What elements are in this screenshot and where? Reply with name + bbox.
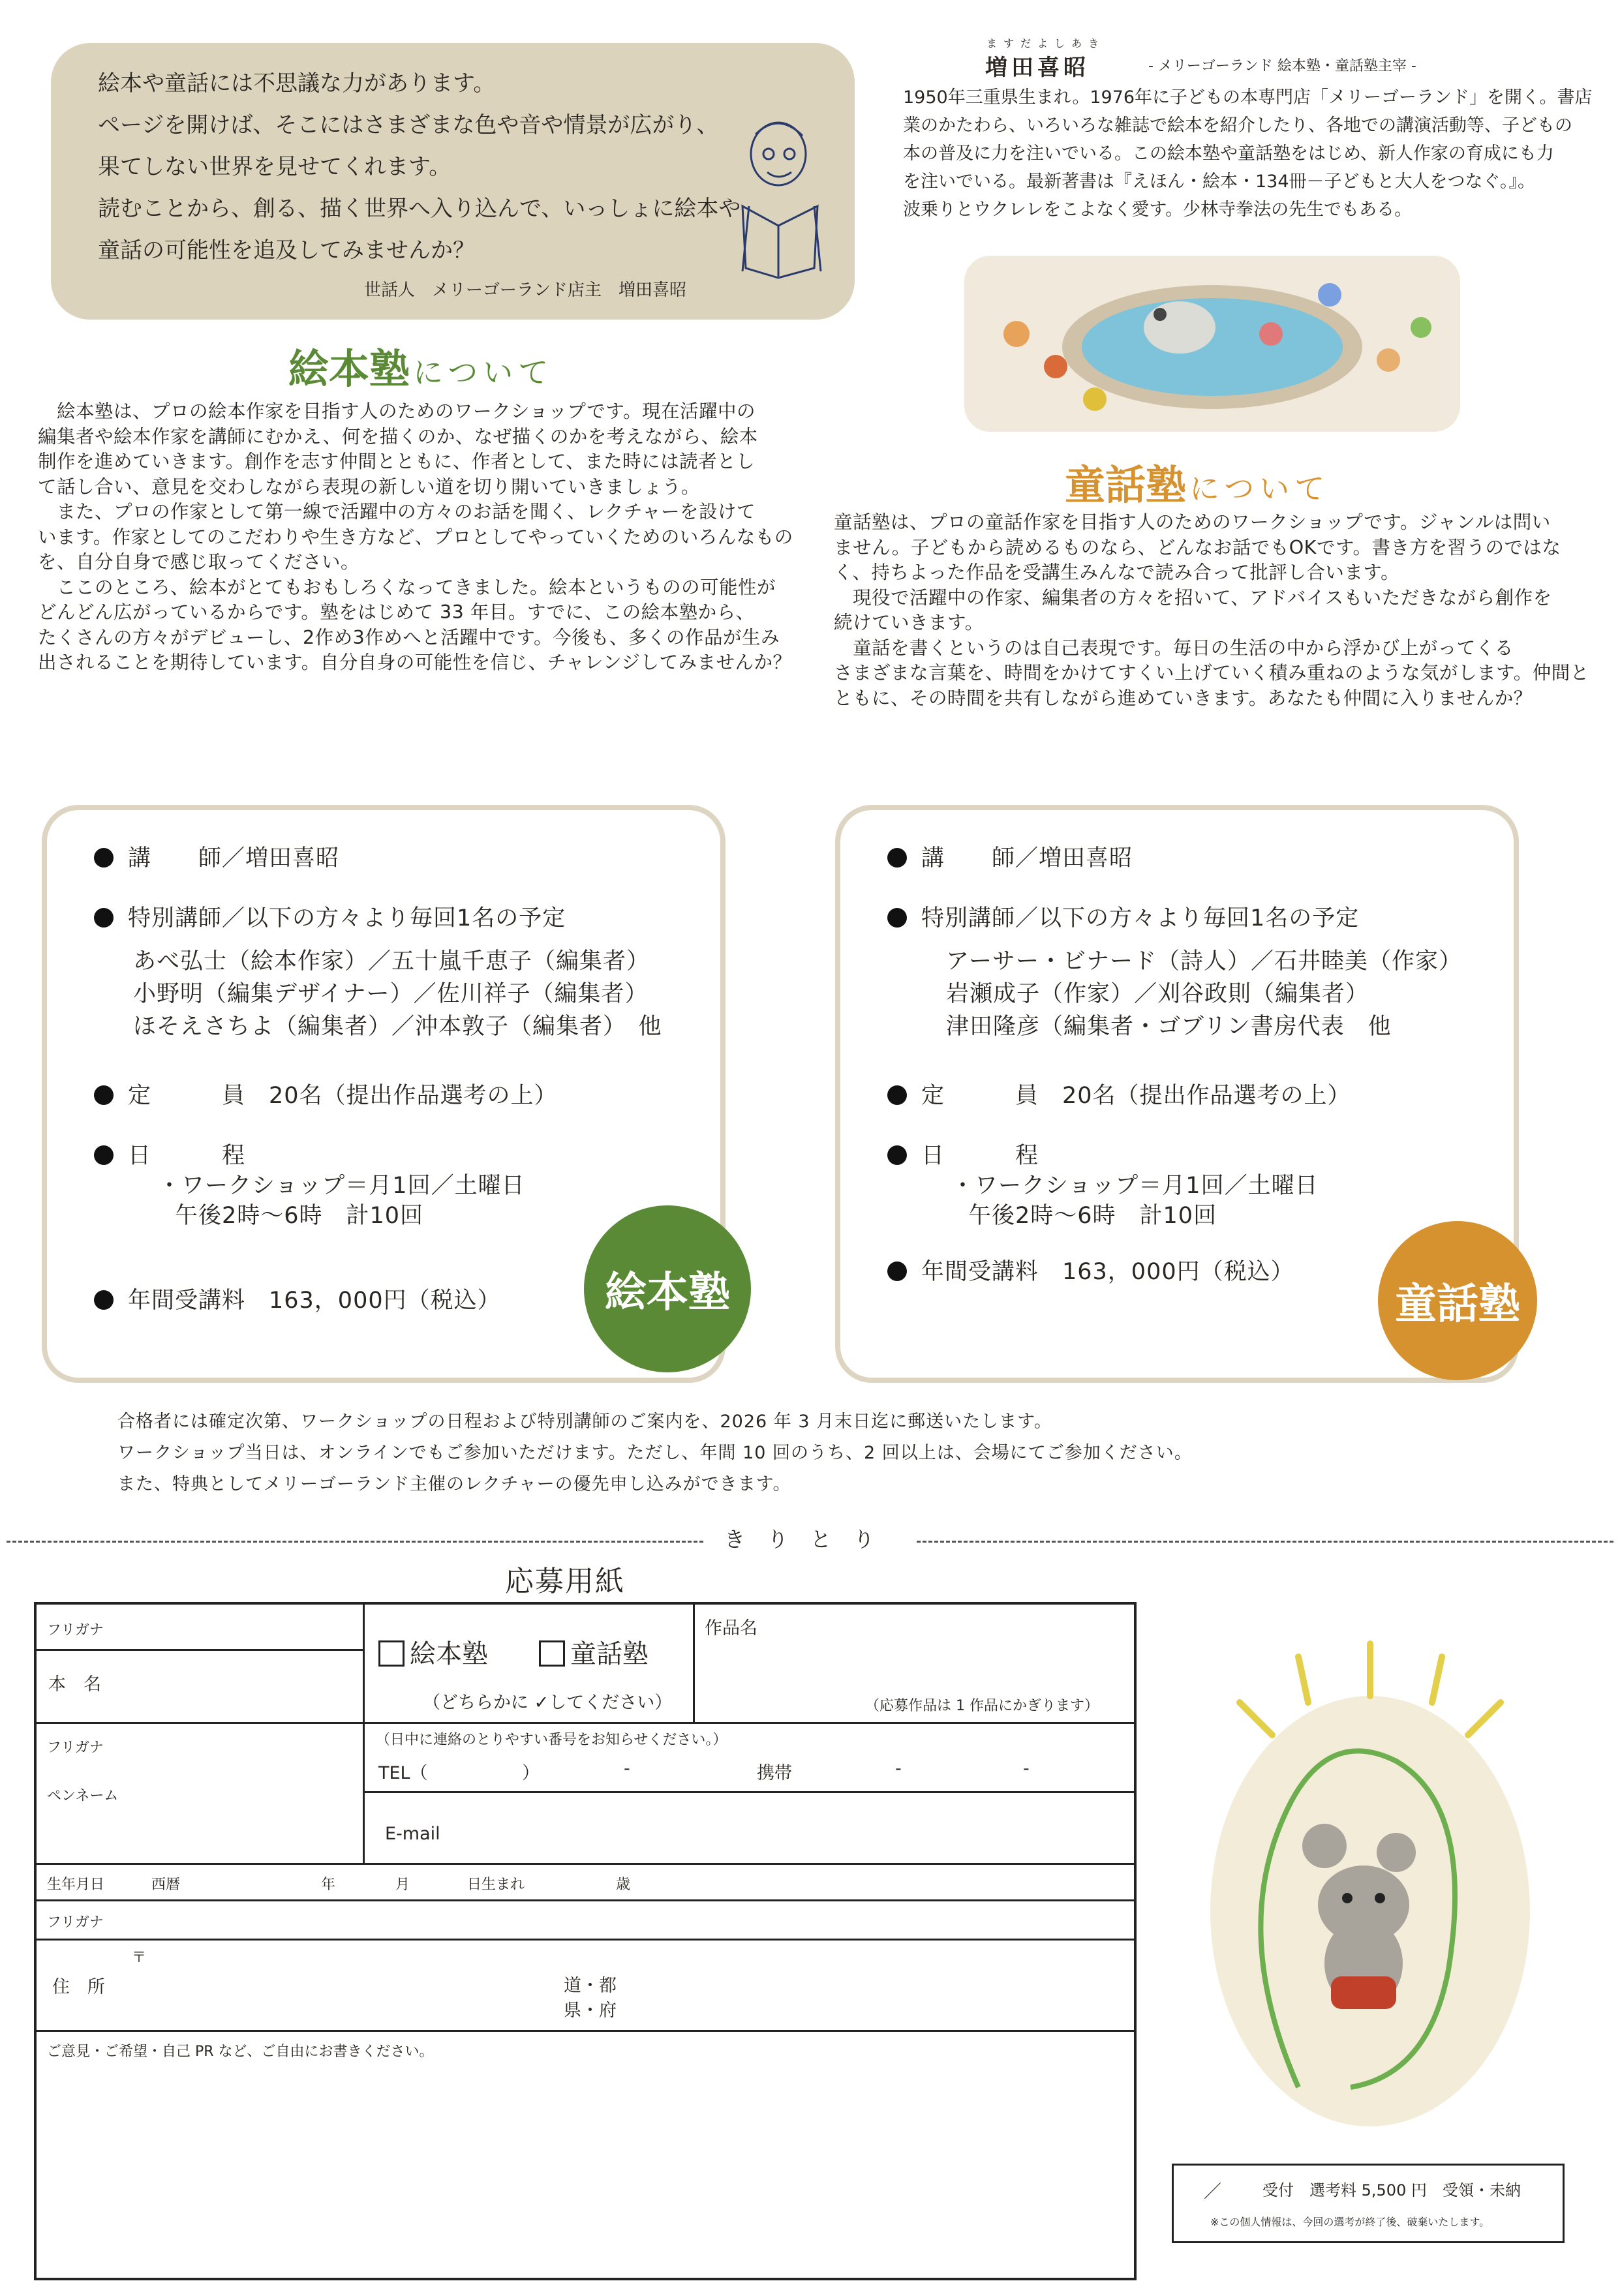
bio-line: 業のかたわら、いろいろな雑誌で絵本を紹介したり、各地での講演活動等、子どもの (903, 115, 1572, 136)
bullet-icon (887, 908, 907, 928)
douwa-paragraph-line: く、持ちよった作品を受講生みんなで読み合って批評し合います。 (834, 562, 1400, 583)
ehon-title-suffix: について (413, 355, 554, 390)
ehon-title: 絵本塾 (288, 345, 410, 393)
era-label: 西暦 (151, 1877, 181, 1893)
option-note: （どちらかに ✓してください） (423, 1693, 673, 1713)
phone-note: （日中に連絡のとりやすい番号をお知らせください。） (376, 1732, 727, 1748)
bio-line: 波乗りとウクレレをこよなく愛す。少林寺拳法の先生でもある。 (903, 200, 1413, 220)
greeting-box (51, 43, 855, 320)
furigana-label: フリガナ (47, 1622, 104, 1639)
ehon-badge: 絵本塾 (584, 1205, 751, 1372)
ehon-description (38, 399, 814, 676)
greeting-line: 童話の可能性を追及してみませんか？ (98, 237, 475, 264)
pen-name-label: ペンネーム (47, 1788, 119, 1804)
prefecture-label-2: 県・府 (564, 2001, 617, 2021)
douwa-badge: 童話塾 (1378, 1221, 1537, 1380)
douwa-paragraph-line: 童話塾は、プロの童話作家を目指す人のためのワークショップです。ジャンルは問い (834, 511, 1551, 533)
ehon-paragraph-line: 出されることを期待しています。自分自身の可能性を信じ、チャレンジしてみませんか？ (38, 652, 792, 673)
greeting-line: 絵本や童話には不思議な力があります。 (98, 70, 496, 97)
note-line: 合格者には確定次第、ワークショップの日程および特別講師のご案内を、2026 年 3 月末日迄に郵送いたします。 (117, 1412, 1052, 1432)
work-note: （応募作品は 1 作品にかぎります） (865, 1698, 1099, 1714)
note-line: ワークショップ当日は、オンラインでもご参加いただけます。ただし、年間 10 回のうち、2 回以上は、会場にてご参加ください。 (117, 1443, 1193, 1463)
douwa-paragraph-line: 続けていきます。 (834, 612, 984, 633)
bullet-icon (94, 1145, 114, 1165)
ehon-special: 特別講師／以下の方々より毎回1名の予定 (94, 900, 566, 933)
ehon-special-names: あべ弘士（絵本作家）／五十嵐千恵子（編集者） (133, 948, 650, 974)
receipt-line: 受付 選考料 5,500 円 受領・未納 (1262, 2181, 1521, 2199)
bio-name: 増田喜昭 (985, 55, 1090, 81)
bio-line: を注いでいる。最新著書は『えほん・絵本・134冊－子どもと大人をつなぐ。』。 (903, 172, 1535, 192)
bullet-icon (94, 1085, 114, 1105)
pool-children-illustration (964, 256, 1460, 432)
douwa-paragraph-line: さまざまな言葉を、時間をかけてすくい上げていく積み重ねのような気がします。仲間と (834, 662, 1589, 684)
douwa-schedule: 日 程 (887, 1138, 1039, 1170)
ehon-paragraph-line: 編集者や絵本作家を講師にむかえ、何を描くのか、なぜ描くのかを考えながら、絵本 (38, 425, 758, 447)
ehon-capacity: 定 員 20名（提出作品選考の上） (94, 1078, 558, 1110)
bullet-icon (887, 1145, 907, 1165)
ehon-paragraph-line: また、プロの作家として第一線で活躍中の方々のお話を聞く、レクチャーを設けて (38, 501, 756, 522)
douwa-capacity: 定 員 20名（提出作品選考の上） (887, 1078, 1351, 1110)
bio-ruby: ますだよしあき (986, 37, 1106, 50)
jump-rope-mouse-illustration (1200, 1631, 1540, 2133)
ehon-paragraph-line: います。作家としてのこだわりや生き方など、プロとしてやっていくためのいろんなもの (38, 526, 793, 548)
month-label: 月 (395, 1877, 410, 1893)
mobile-label: 携帯 (757, 1763, 792, 1783)
work-title-label: 作品名 (705, 1618, 757, 1639)
bullet-icon (94, 1290, 114, 1310)
option-ehon-checkbox[interactable]: 絵本塾 (378, 1633, 488, 1670)
option-douwa-checkbox[interactable]: 童話塾 (539, 1633, 649, 1670)
tel-close: ） (522, 1763, 540, 1783)
bullet-icon (887, 1085, 907, 1105)
mobile-dash: - (895, 1759, 902, 1779)
bio-role: - メリーゴーランド 絵本塾・童話塾主宰 - (1148, 58, 1416, 74)
douwa-special-names: アーサー・ビナード（詩人）／石井睦美（作家） (946, 948, 1462, 974)
douwa-title: 童話塾 (1065, 461, 1187, 509)
douwa-special-names: 岩瀬成子（作家）／刈谷政則（編集者） (946, 981, 1369, 1007)
note-line: また、特典としてメリーゴーランド主催のレクチャーの優先申し込みができます。 (117, 1474, 791, 1494)
douwa-paragraph-line: ともに、その時間を共有しながら進めていきます。あなたも仲間に入りませんか？ (834, 687, 1533, 709)
application-form (34, 1602, 1137, 2280)
douwa-special: 特別講師／以下の方々より毎回1名の予定 (887, 900, 1359, 933)
ehon-paragraph-line: たくさんの方々がデビューし、2作め3作めへと活躍中です。今後も、多くの作品が生み (38, 626, 780, 648)
bullet-icon (94, 908, 114, 928)
email-label: E-mail (385, 1824, 440, 1844)
ehon-paragraph-line: を、自分自身で感じ取ってください。 (38, 551, 360, 573)
bullet-icon (94, 848, 114, 868)
bio-line: 1950年三重県生まれ。1976年に子どもの本専門店「メリーゴーランド」を開く。書店 (903, 87, 1593, 108)
postal-mark: 〒 (132, 1950, 147, 1966)
douwa-paragraph-line: 現役で活躍中の作家、編集者の方々を招いて、アドバイスもいただきながら創作を (834, 586, 1552, 609)
ehon-fee: 年間受講料 163，000円（税込） (94, 1282, 501, 1315)
ehon-special-names: 小野明（編集デザイナー）／佐川祥子（編集者） (133, 981, 649, 1007)
douwa-special-names: 津田隆彦（編集者・ゴブリン書房代表 他 (946, 1014, 1392, 1040)
bullet-icon (887, 1261, 907, 1281)
privacy-note: ※この個人情報は、今回の選考が終了後、破棄いたします。 (1210, 2216, 1490, 2228)
bullet-icon (887, 848, 907, 868)
ehon-special-names: ほそえさちよ（編集者）／沖本敦子（編集者） 他 (133, 1014, 662, 1040)
bio-line: 本の普及に力を注いでいる。この絵本塾や童話塾をはじめ、新人作家の育成にも力 (903, 144, 1554, 164)
ehon-paragraph-line: ここのところ、絵本がとてもおもしろくなってきました。絵本というものの可能性が (38, 576, 776, 598)
mobile-dash: - (1023, 1759, 1030, 1779)
ehon-paragraph-line: 制作を進めていきます。創作を志す仲間とともに、作者として、また時には読者とし (38, 451, 756, 472)
birth-label: 生年月日 (47, 1877, 105, 1893)
cut-label: きりとり (705, 1523, 916, 1553)
receipt-slash: ／ (1204, 2182, 1221, 2202)
greeting-line: ページを開けば、そこにはさまざまな色や音や情景が広がり、 (98, 112, 719, 138)
douwa-paragraph-line: ません。子どもから読めるものなら、どんなお話でもOKです。書き方を習うのではな (834, 536, 1561, 558)
form-title: 応募用紙 (505, 1565, 625, 1598)
tel-dash: - (624, 1759, 630, 1779)
comments-label: ご意見・ご希望・自己 PR など、ご自由にお書きください。 (47, 2044, 434, 2060)
greeting-line: 果てしない世界を見せてくれます。 (98, 154, 451, 180)
douwa-schedule-time: 午後2時～6時 計10回 (968, 1203, 1217, 1229)
checkbox-icon[interactable] (539, 1640, 565, 1667)
ehon-heading (288, 337, 553, 395)
ehon-paragraph-line: て話し合い、意見を交わしながら表現の新しい道を切り開いていきましょう。 (38, 476, 701, 498)
ehon-paragraph-line: 絵本塾は、プロの絵本作家を目指す人のためのワークショップです。現在活躍中の (38, 400, 756, 422)
notes (117, 1406, 1193, 1500)
ehon-schedule-detail: ・ワークショップ＝月1回／土曜日 (158, 1173, 525, 1199)
furigana-label: フリガナ (47, 1740, 104, 1756)
ehon-schedule: 日 程 (94, 1138, 245, 1170)
douwa-description (834, 510, 1610, 711)
tel-label: TEL（ (378, 1763, 428, 1783)
douwa-instructor: 講 師／増田喜昭 (887, 840, 1133, 873)
receipt-box (1172, 2164, 1565, 2243)
furigana-label: フリガナ (47, 1914, 104, 1931)
douwa-title-suffix: について (1189, 471, 1330, 506)
day-label: 日生まれ (467, 1877, 525, 1893)
douwa-heading (1065, 453, 1330, 511)
douwa-fee: 年間受講料 163，000円（税込） (887, 1254, 1294, 1286)
year-label: 年 (321, 1877, 336, 1893)
ehon-paragraph-line: どんどん広がっているからです。塾をはじめて 33 年目。すでに、この絵本塾から、 (38, 601, 755, 623)
douwa-paragraph-line: 童話を書くというのは自己表現です。毎日の生活の中から浮かび上がってくる (834, 637, 1514, 659)
ehon-schedule-time: 午後2時～6時 計10回 (175, 1203, 424, 1229)
reading-man-illustration (729, 108, 834, 284)
greeting-signature: 世話人 メリーゴーランド店主 増田喜昭 (364, 280, 687, 300)
ehon-instructor: 講 師／増田喜昭 (94, 840, 339, 873)
greeting-line: 読むことから、創る、描く世界へ入り込んで、いっしょに絵本や (98, 196, 741, 222)
checkbox-icon[interactable] (378, 1640, 405, 1667)
age-label: 歳 (616, 1877, 631, 1893)
address-label: 住 所 (52, 1977, 105, 1997)
douwa-schedule-detail: ・ワークショップ＝月1回／土曜日 (951, 1173, 1319, 1199)
real-name-label: 本 名 (48, 1674, 101, 1695)
prefecture-label-1: 道・都 (564, 1976, 617, 1996)
